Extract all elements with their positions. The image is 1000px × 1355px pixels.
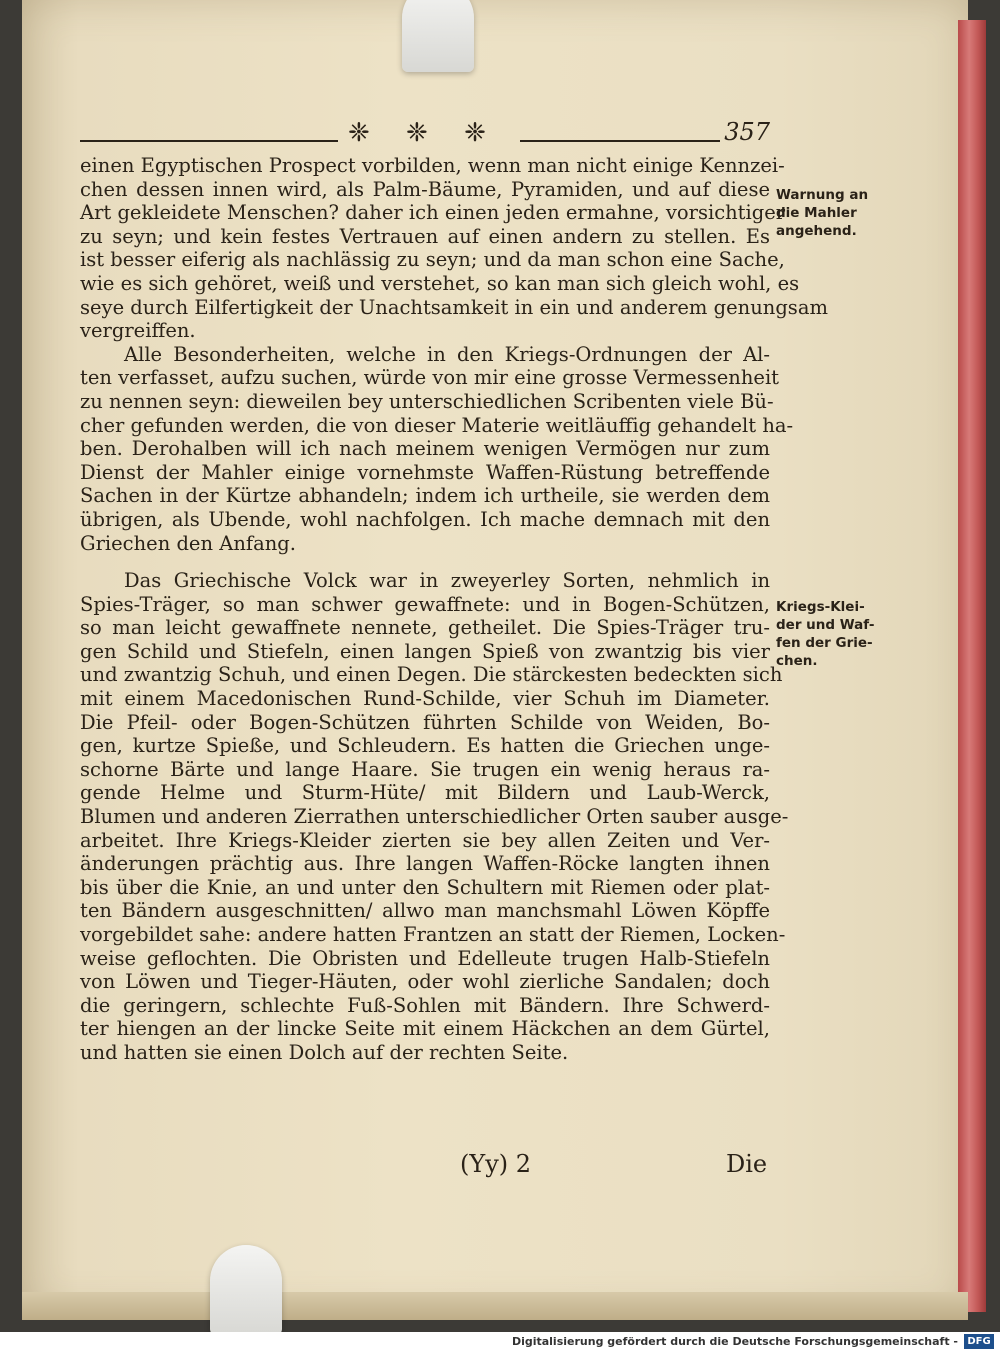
text-line: änderungen prächtig aus. Ihre langen Waffen-Röcke langten ihnen: [80, 852, 770, 876]
page-edge: [958, 20, 986, 1312]
text-line: ter hiengen an der lincke Seite mit einem Häckchen an dem Gürtel,: [80, 1017, 770, 1041]
text-line: Griechen den Anfang.: [80, 531, 296, 555]
text-line: arbeitet. Ihre Kriegs-Kleider zierten sie bey allen Zeiten und Ver-: [80, 828, 770, 852]
text-line: ben. Derohalben will ich nach meinem wenigen Vermögen nur zum: [80, 437, 770, 461]
text-line: ten Bändern ausgeschnitten/ allwo man manchsmahl Löwen Köpffe: [80, 899, 770, 923]
text-line: zu nennen seyn: dieweilen bey unterschiedlichen Scribenten viele Bü-: [80, 389, 774, 413]
text-line: vorgebildet sahe: andere hatten Frantzen an statt der Riemen, Locken-: [80, 923, 786, 946]
text-line: schorne Bärte und lange Haare. Sie trugen ein wenig heraus ra-: [80, 757, 770, 781]
text-line: und hatten sie einen Dolch auf der rechten Seite.: [80, 1040, 569, 1064]
text-line: Dienst der Mahler einige vornehmste Waffen-Rüstung betreffende: [80, 460, 770, 484]
text-line: weise geflochten. Die Obristen und Edelleute trugen Halb-Stiefeln: [80, 946, 770, 970]
footer-credit: Digitalisierung gefördert durch die Deutsche Forschungsgemeinschaft -: [511, 1335, 958, 1348]
text-line: gende Helme und Sturm-Hüte/ mit Bildern und Laub-Werck,: [80, 781, 770, 805]
text-line: von Löwen und Tieger-Häuten, oder wohl zierliche Sandalen; doch: [80, 970, 770, 994]
text-line: chen dessen innen wird, als Palm-Bäume, Pyramiden, und auf diese: [80, 177, 770, 201]
text-line: Das Griechische Volck war in zweyerley Sorten, nehmlich in: [124, 569, 770, 593]
dfg-logo: DFG: [964, 1334, 994, 1349]
margin-note-line: Kriegs-Klei-: [776, 599, 865, 615]
page-number: 357: [724, 118, 770, 146]
text-line: gen, kurtze Spieße, und Schleudern. Es hatten die Griechen unge-: [80, 734, 770, 758]
text-line: gen Schild und Stiefeln, einen langen Spieß von zwantzig bis vier: [80, 639, 770, 663]
margin-note-warning: [776, 186, 886, 240]
margin-note-line: angehend.: [776, 223, 857, 239]
text-line: Die Pfeil- oder Bogen-Schützen führten Schilde von Weiden, Bo-: [80, 710, 770, 734]
digitization-footer: [0, 1332, 1000, 1355]
text-line: ist besser eiferig als nachlässig zu seyn; und da man schon eine Sache,: [80, 248, 785, 272]
text-line: Alle Besonderheiten, welche in den Kriegs-Ordnungen der Al-: [124, 342, 770, 366]
margin-note-line: chen.: [776, 653, 818, 669]
page-bottom-edge: [22, 1292, 968, 1320]
text-line: übrigen, als Ubende, wohl nachfolgen. Ich mache demnach mit den: [80, 507, 770, 531]
text-line: wie es sich gehöret, weiß und verstehet, so kan man sich gleich wohl, es: [80, 271, 800, 295]
text-line: einen Egyptischen Prospect vorbilden, wenn man nicht einige Kennzei-: [80, 154, 785, 177]
catchword: Die: [726, 1150, 768, 1178]
header-ornament: ❈ ❈ ❈: [348, 118, 500, 148]
signature-mark: (Yy) 2: [460, 1150, 532, 1178]
text-line: ten verfasset, aufzu suchen, würde von mir eine grosse Vermessenheit: [80, 366, 780, 390]
text-line: so man leicht gewaffnete nennete, getheilet. Die Spies-Träger tru-: [80, 616, 770, 640]
header-rule-right: [520, 140, 720, 142]
text-line: und zwantzig Schuh, und einen Degen. Die stärckesten bedeckten sich: [80, 663, 783, 687]
text-line: Blumen und anderen Zierrathen unterschiedlicher Orten sauber ausge-: [80, 805, 789, 829]
text-line: vergreiffen.: [80, 319, 196, 343]
text-line: zu seyn; und kein festes Vertrauen auf einen andern zu stellen. Es: [80, 224, 770, 248]
margin-note-line: die Mahler: [776, 205, 857, 221]
text-line: bis über die Knie, an und unter den Schultern mit Riemen oder plat-: [80, 875, 770, 899]
top-clip: [402, 0, 474, 72]
bottom-clip: [210, 1245, 282, 1335]
page-header: [80, 118, 770, 152]
margin-note-greek-armor: [776, 598, 886, 670]
text-line: Sachen in der Kürtze abhandeln; indem ich urtheile, sie werden dem: [80, 484, 770, 508]
text-line: die geringern, schlechte Fuß-Sohlen mit Bändern. Ihre Schwerd-: [80, 993, 770, 1017]
margin-note-line: fen der Grie-: [776, 635, 873, 651]
text-line: mit einem Macedonischen Rund-Schilde, vier Schuh im Diameter.: [80, 687, 770, 711]
margin-note-line: Warnung an: [776, 187, 869, 203]
text-line: Spies-Träger, so man schwer gewaffnete: und in Bogen-Schützen,: [80, 592, 770, 616]
text-line: seye durch Eilfertigkeit der Unachtsamkeit in ein und anderem genungsam: [80, 295, 828, 319]
margin-note-line: der und Waf-: [776, 617, 875, 633]
text-line: cher gefunden werden, die von dieser Materie weitläuffig gehandelt ha-: [80, 413, 794, 437]
text-line: Art gekleidete Menschen? daher ich einen jeden ermahne, vorsichtiger: [80, 201, 786, 225]
header-rule-left: [80, 140, 338, 142]
